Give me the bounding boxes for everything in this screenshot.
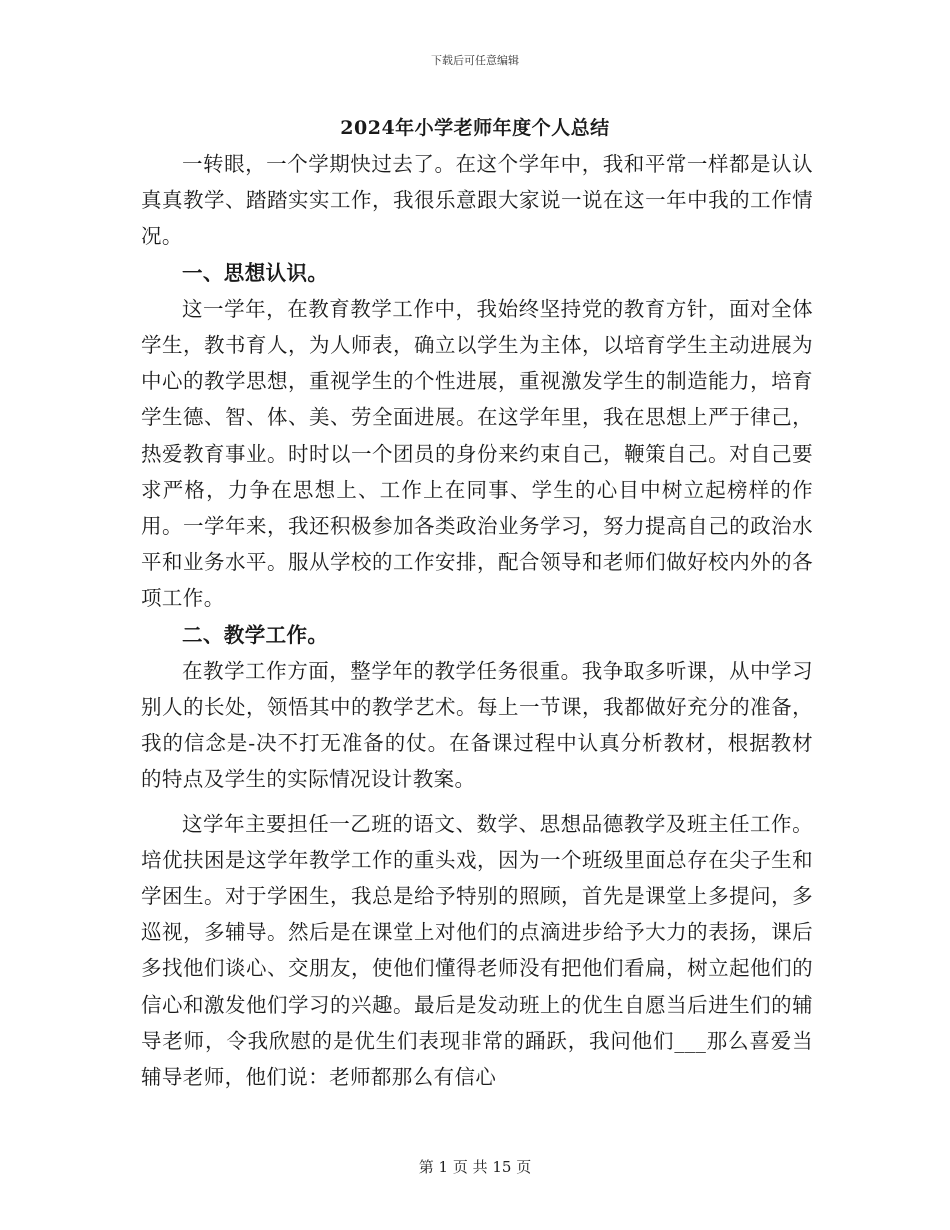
- document-title: 2024年小学老师年度个人总结: [340, 117, 610, 139]
- document-body: [141, 146, 813, 1095]
- ideology-paragraph: 这一学年，在教育教学工作中，我始终坚持党的教育方针，面对全体学生，教书育人，为人师表，确立以学生为主体，以培育学生主动进展为中心的教学思想，重视学生的个性进展，重视激发学生的制造能力，培育学生德、智、体、美、劳全面进展。在这学年里，我在思想上严于律己，热爱教育事业。时时以一个团员的身份来约束自己，鞭策自己。对自己要求严格，力争在思想上、工作上在同事、学生的心目中树立起榜样的作用。一学年来，我还积极参加各类政治业务学习，努力提高自己的政治水平和业务水平。服从学校的工作安排，配合领导和老师们做好校内外的各项工作。: [141, 296, 813, 611]
- teaching-paragraph-1: 在教学工作方面，整学年的教学任务很重。我争取多听课，从中学习别人的长处，领悟其中的教学艺术。每上一节课，我都做好充分的准备，我的信念是-决不打无准备的仗。在备课过程中认真分析教材，根据教材的特点及学生的实际情况设计教案。: [141, 658, 813, 792]
- intro-paragraph: 一转眼，一个学期快过去了。在这个学年中，我和平常一样都是认认真真教学、踏踏实实工作，我很乐意跟大家说一说在这一年中我的工作情况。: [141, 152, 813, 249]
- header-note: 下载后可任意编辑: [431, 54, 519, 67]
- section-heading-ideology: 一、思想认识。: [182, 260, 329, 285]
- page-indicator: 第 1 页 共 15 页: [418, 1158, 532, 1176]
- teaching-paragraph-2: 这学年主要担任一乙班的语文、数学、思想品德教学及班主任工作。培优扶困是这学年教学工作的重头戏，因为一个班级里面总存在尖子生和学困生。对于学困生，我总是给予特别的照顾，首先是课堂上多提问，多巡视，多辅导。然后是在课堂上对他们的点滴进步给予大力的表扬，课后多找他们谈心、交朋友，使他们懂得老师没有把他们看扁，树立起他们的信心和激发他们学习的兴趣。最后是发动班上的优生自愿当后进生们的辅导老师，令我欣慰的是优生们表现非常的踊跃，我问他们___那么喜爱当辅导老师，他们说：老师都那么有信心: [141, 811, 813, 1090]
- section-heading-teaching: 二、教学工作。: [182, 622, 329, 647]
